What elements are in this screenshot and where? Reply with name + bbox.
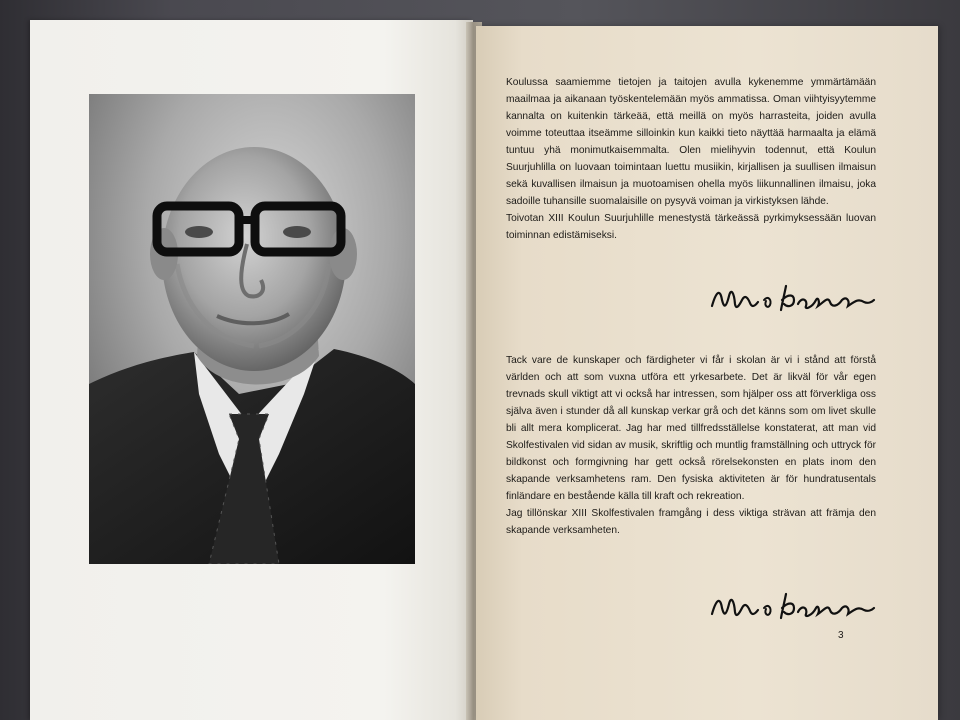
signature-swedish xyxy=(708,586,878,626)
page-number: 3 xyxy=(838,630,844,641)
signature-icon xyxy=(708,278,878,318)
swedish-paragraph-2: Jag tillönskar XIII Skolfestivalen framgång i dess viktiga strävan att främja den skapande verksamheten. xyxy=(506,508,876,537)
portrait-photo xyxy=(89,94,415,564)
signature-finnish xyxy=(708,278,878,318)
signature-icon xyxy=(708,586,878,626)
swedish-paragraph-1: Tack vare de kunskaper och färdigheter vi får i skolan är vi i stånd att förstå världen och att som vuxna utföra ett yrkesarbete. Det är likväl för vår egen trevnads skull viktigt att vi också har intressen, som hjälper oss att förverkliga oss själva även i stunder då all kunskap verkar grå och det känns som om livet skulle bli allt mera komplicerat. Jag har med tillfredsställelse konstaterat, att man vid Skolfestivalen vid sidan av musik, skriftlig och muntlig framställning och uttryck för bildkonst och formgivning har gett också rörelsekonsten en plats inom den skapande verksamhetens ram. Den fysiska aktiviteten är för hundratusentals finländare en bestående källa till kraft och rekreation. xyxy=(506,355,876,503)
finnish-text-block xyxy=(506,74,876,244)
swedish-text-block xyxy=(506,352,876,540)
finnish-paragraph-2: Toivotan XIII Koulun Suurjuhlille menestystä tärkeässä pyrkimyksessään luovan toiminnan edistämiseksi. xyxy=(506,213,876,242)
finnish-paragraph-1: Koulussa saamiemme tietojen ja taitojen avulla kykenemme ymmärtämään maailmaa ja aikanaan työskentelemään myös ammatissa. Oman viihtyisyytemme kannalta on kuitenkin tärkeää, että meillä on myös harrasteita, joiden avulla voimme toteuttaa itseämme silloinkin kun kaikki tieto näyttää harmaalta ja elämä tuntuu yhä monimutkaisemmalta. Olen mielihyvin todennut, että Koulun Suurjuhlilla on luovaan toimintaan luettu musiikin, kirjallisen ja suullisen ilmaisun sekä kuvallisen ilmaisun ja muotoamisen ohella myös liikunnallinen ilmaisu, joka sadoille tuhansille suomalaisille on pysyvä voiman ja virkistyksen lähde. xyxy=(506,77,876,208)
portrait-illustration xyxy=(89,94,415,564)
